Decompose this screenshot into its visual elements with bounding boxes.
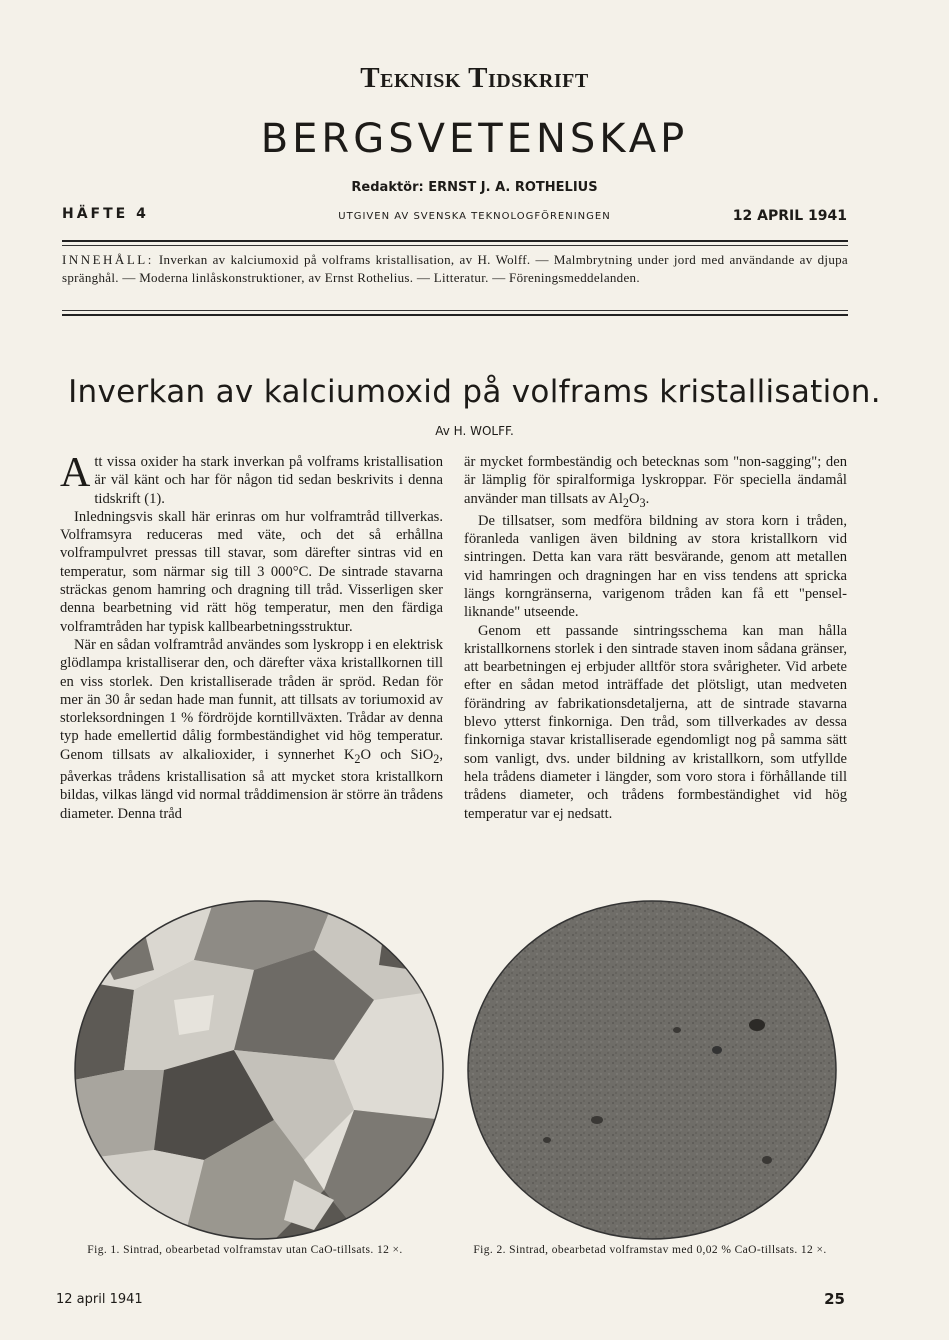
footer-date: 12 april 1941 [56,1292,143,1307]
contents-label: INNEHÅLL: [62,252,154,267]
journal-masthead: Teknisk Tidskrift [360,62,589,94]
issue-date: 12 APRIL 1941 [732,208,847,224]
micrograph-coarse-grains [74,900,444,1240]
table-of-contents [62,251,848,286]
publisher-line: UTGIVEN AV SVENSKA TEKNOLOGFÖRENINGEN [338,211,611,222]
editor-line: Redaktör: ERNST J. A. ROTHELIUS [351,180,598,195]
article-column-left [60,450,444,823]
paragraph: De tillsatser, som medföra bildning av stora korn i tråden, föranleda vanligen även bildning av stora kristallkorn vid sintringen. Detta kan vara rätt besvärande, genom att metallen vid hamringen och dragningen har en viss tendens att spricka längs korngränserna, varigenom tråden kan få ett "pensel-liknande" utseende. [464,512,847,621]
section-title: BERGSVETENSKAP [260,116,689,162]
page-number: 25 [824,1290,845,1308]
divider [62,314,848,316]
divider [62,310,848,311]
issue-number: HÄFTE 4 [62,206,149,222]
micrograph-fine-grains [467,900,837,1240]
paragraph: När en sådan volframtråd användes som lyskropp i en elektrisk glödlampa kristalliserar den, och därefter växa kristallkornen till en viss storlek. Den kristalliserade tråden är spröd. Redan för mer än 30 år sedan hade man funnit, att tillsats av toriumoxid av storleksordningen 1 % fördröjde korntillväxten. Trådar av denna typ hade emellertid dålig formbeständighet vid hög temperatur. Genom tillsats av alkalioxider, i synnerhet $K_2O$ och SiO$_2$, påverkas trådens kristallisation så att mycket stora kristallkorn bildas, vilkas längd vid normal tråddimension är större än trådens diameter. Denna tråd [60,636,444,822]
paragraph: Inledningsvis skall här erinras om hur volframtråd tillverkas. Volframsyra reduceras med väte, och det så erhållna volframpulvret pressas till stavar, som därefter sintras vid en temperatur, som närmar sig till 3 000°C. De sintrade stavarna sträckas genom hamring och dragning till tråd. Visserligen sker denna bearbetning vid rätt hög temperatur, men den färdiga volframtråden har typisk kallbearbetningsstruktur. [60,508,443,635]
divider [62,240,848,242]
article-byline: Av H. WOLFF. [435,424,514,438]
figure-1-caption: Fig. 1. Sintrad, obearbetad volframstav utan CaO-tillsats. 12 ×. [87,1244,403,1256]
micrograph-figure-1 [74,900,444,1240]
paragraph: Genom ett passande sintringsschema kan man hålla kristallkornens storlek i den sintrade staven inom sådana gränser, att bearbetningen ej erbjuder alltför stora svårigheter. Vid arbete efter en sådan metod inträffade det plötsligt, utan medveten förändring av fabrikationsdetaljerna, att de sintrade stavarna blevo ytterst finkorniga. Den tråd, som tillverkades av dessa finkorniga stavar kristalliserade egendomligt nog på samma sätt som vanligt, dvs. under bildning av kristallkorn, som utfyllde hela trådens diameter i längder, som voro stora i förhållande till trådens diameter, och trådens formbeständighet vid hög temperatur var ej nedsatt. [464,622,847,822]
micrograph-figure-2 [467,900,837,1240]
figure-2-caption: Fig. 2. Sintrad, obearbetad volframstav med 0,02 % CaO-tillsats. 12 ×. [473,1244,827,1256]
article-column-right [464,453,847,823]
drop-cap: A [60,450,91,496]
paragraph: Att vissa oxider ha stark inverkan på volframs kristallisation är väl känt och har för någon tid sedan beskrivits i denna tidskrift (1). [60,450,443,507]
divider [62,245,848,246]
paragraph: är mycket formbeständig och betecknas som "non-sagging"; den är lämplig för spiralformiga lyskroppar. För speciella ändamål använder man tillsats av $Al_2O_3$. [464,454,847,510]
article-title: Inverkan av kalciumoxid på volframs kristallisation. [68,374,881,410]
contents-text: Inverkan av kalciumoxid på volframs kristallisation, av H. Wolff. — Malmbrytning under jord med användande av djupa spränghål. — Moderna linlåskonstruktioner, av Ernst Rothelius. — Litteratur. — Föreningsmeddelanden. [62,252,848,285]
